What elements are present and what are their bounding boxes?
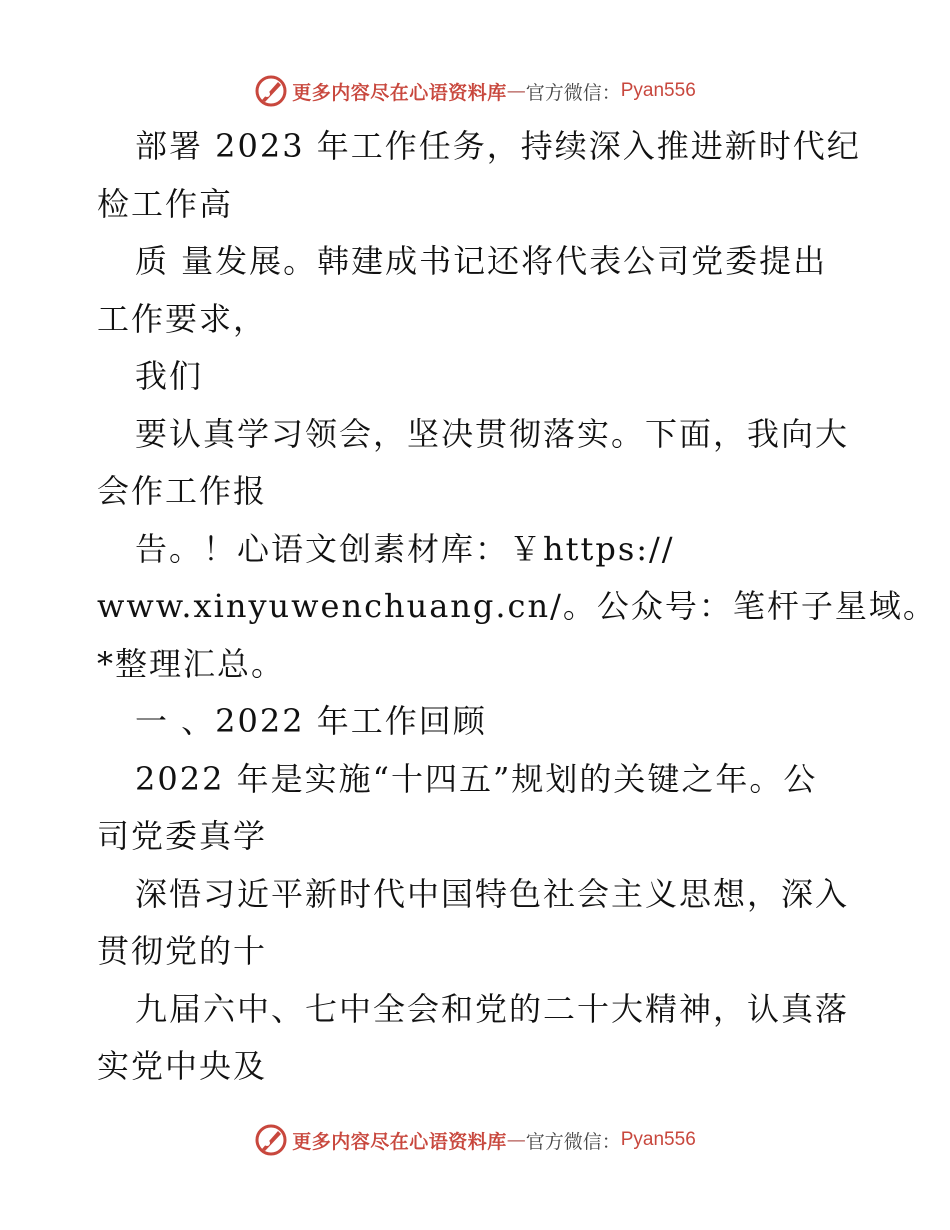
text-line: 告。！心语文创素材库：￥https:// [135,529,675,568]
document-body [97,118,937,1096]
banner-wechat-id: Pyan556 [620,1129,696,1150]
text-line: 实党中央及 [97,1047,268,1085]
banner-wechat-label: 官方微信： [525,1130,621,1153]
banner-title: 更多内容尽在心语资料库 [292,81,507,104]
footer-banner [0,1120,950,1160]
text-line: 要认真学习领会，坚决贯彻落实。下面，我向大 [135,414,850,453]
text-line: 贯彻党的十 [97,932,268,970]
banner-wechat-label: 官方微信： [525,81,621,104]
header-banner [0,71,950,111]
quill-seal-icon [254,74,288,108]
text-line: 部署 2023 年工作任务，持续深入推进新时代纪 [135,127,861,165]
text-line: *整理汇总。 [97,644,286,683]
text-line: 我们 [135,357,204,395]
text-line: 工作要求， [97,299,268,338]
banner-wechat-id: Pyan556 [620,80,696,101]
text-line: 检工作高 [97,184,234,223]
text-line: 司党委真学 [97,817,268,855]
banner-title: 更多内容尽在心语资料库 [292,1130,507,1153]
text-line: www.xinyuwenchuang.cn/。公众号：笔杆子星域。 [97,587,937,625]
text-line: 2022 年是实施“十四五”规划的关键之年。公 [135,759,818,798]
text-line: 深悟习近平新时代中国特色社会主义思想，深入 [135,874,850,913]
text-line: 会作工作报 [97,472,268,510]
text-line: 质 量发展。韩建成书记还将代表公司党委提出 [135,242,828,280]
text-line: 九届六中、七中全会和党的二十大精神，认真落 [135,989,850,1028]
section-heading: 一 、2022 年工作回顾 [135,702,487,740]
quill-seal-icon [254,1123,288,1157]
banner-separator: — [506,80,526,102]
banner-separator: — [506,1129,526,1151]
